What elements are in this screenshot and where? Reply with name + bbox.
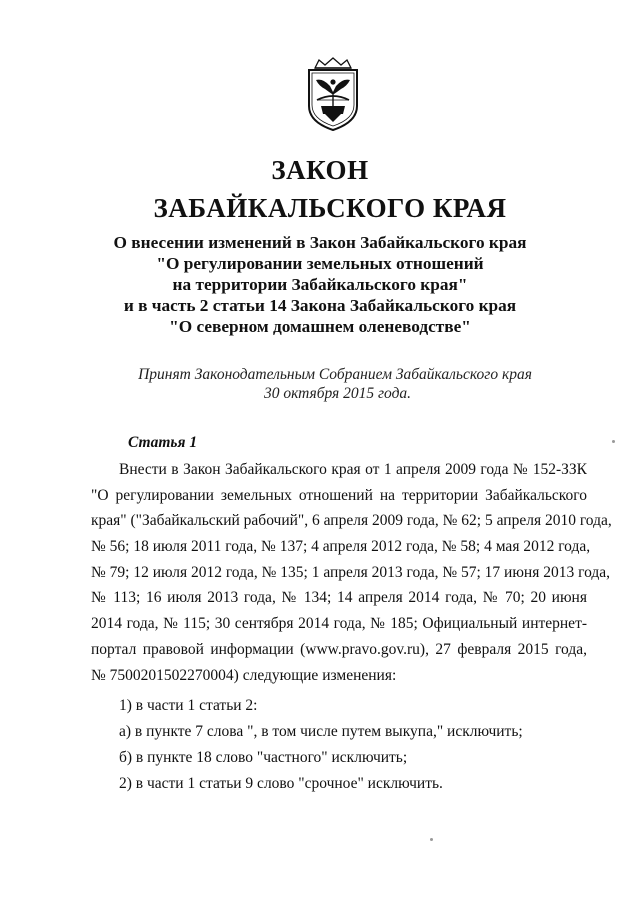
list-item: 1) в части 1 статьи 2: — [119, 697, 258, 714]
subtitle-line: О внесении изменений в Закон Забайкальского края — [113, 233, 527, 252]
paragraph-line: "О регулировании земельных отношений на территории Забайкальского — [91, 486, 587, 504]
list-item: 2) в части 1 статьи 9 слово "срочное" исключить. — [119, 775, 443, 792]
paragraph-line: № 56; 18 июля 2011 года, № 137; 4 апреля 2012 года, № 58; 4 мая 2012 года, — [91, 538, 591, 556]
paragraph-line: № 79; 12 июля 2012 года, № 135; 1 апреля 2013 года, № 57; 17 июня 2013 года, — [91, 563, 611, 581]
scan-speck — [430, 838, 433, 841]
coat-of-arms-icon — [303, 56, 363, 132]
adoption-line: Принят Законодательным Собранием Забайкальского края — [138, 366, 532, 383]
scan-speck — [612, 440, 615, 443]
paragraph-line: Внести в Закон Забайкальского края от 1 апреля 2009 года № 152-ЗЗК — [119, 461, 587, 478]
adoption-note — [0, 366, 640, 403]
paragraph-line: № 7500201502270004) следующие изменения: — [91, 666, 397, 684]
adoption-date: 30 октября 2015 года. — [263, 384, 412, 402]
document-title: ЗАКОН — [271, 155, 369, 185]
article-paragraph — [91, 457, 612, 688]
document-title-region: ЗАБАЙКАЛЬСКОГО КРАЯ — [153, 193, 507, 223]
document-subtitle — [0, 232, 640, 337]
subtitle-line: "О регулировании земельных отношений — [156, 254, 484, 273]
paragraph-line: портал правовой информации (www.pravo.gov.ru), 27 февраля 2015 года, — [91, 640, 587, 658]
article-heading: Статья 1 — [128, 434, 198, 451]
list-item: а) в пункте 7 слова ", в том числе путем выкупа," исключить; — [119, 723, 523, 740]
subtitle-line: и в часть 2 статьи 14 Закона Забайкальского края — [123, 296, 517, 315]
paragraph-line: 2014 года, № 115; 30 сентября 2014 года, № 185; Официальный интернет- — [91, 615, 587, 633]
paragraph-line: края" ("Забайкальский рабочий", 6 апреля 2009 года, № 62; 5 апреля 2010 года, — [91, 512, 612, 530]
subtitle-line: "О северном домашнем оленеводстве" — [169, 317, 471, 336]
subtitle-line: на территории Забайкальского края" — [172, 275, 468, 294]
list-item: б) в пункте 18 слово "частного" исключить; — [119, 749, 408, 766]
paragraph-line: № 113; 16 июля 2013 года, № 134; 14 апреля 2014 года, № 70; 20 июня — [91, 589, 587, 607]
